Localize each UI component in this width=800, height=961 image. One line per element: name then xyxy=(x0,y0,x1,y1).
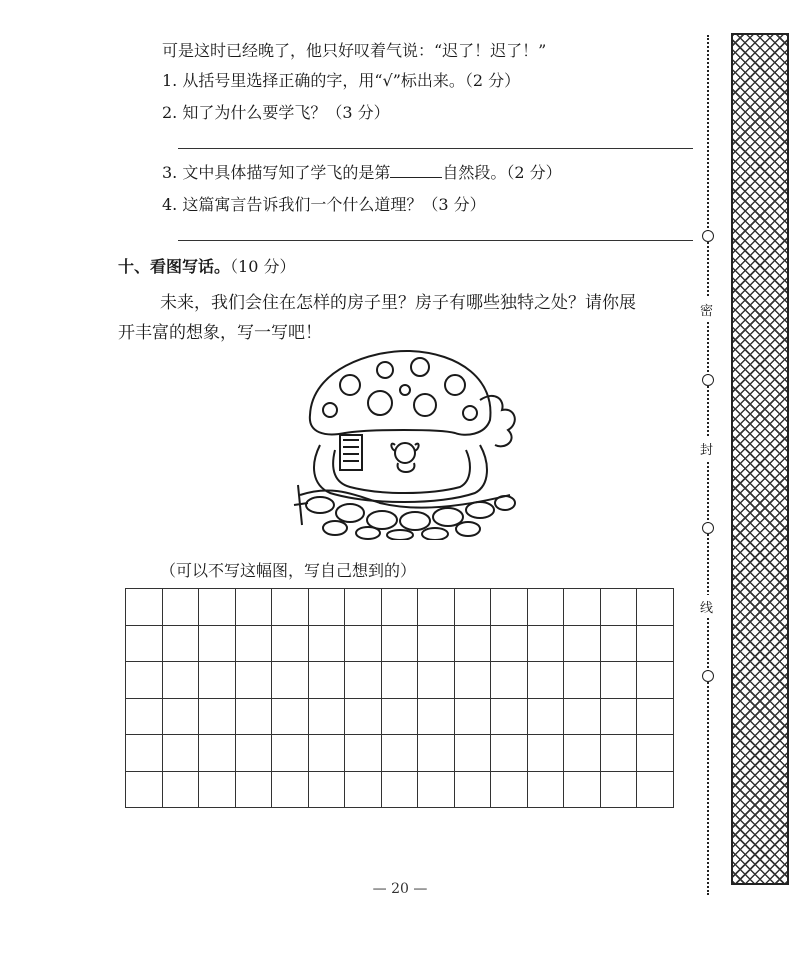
grid-cell[interactable] xyxy=(600,589,637,626)
answer-line-q2[interactable] xyxy=(178,148,693,149)
grid-cell[interactable] xyxy=(126,735,163,772)
question-4: 4. 这篇寓言告诉我们一个什么道理？（3 分） xyxy=(162,195,486,214)
question-3 xyxy=(162,160,562,183)
grid-cell[interactable] xyxy=(491,735,528,772)
grid-cell[interactable] xyxy=(199,771,236,808)
grid-cell[interactable] xyxy=(637,771,674,808)
grid-cell[interactable] xyxy=(564,662,601,699)
grid-cell[interactable] xyxy=(600,735,637,772)
grid-row xyxy=(126,698,674,735)
grid-cell[interactable] xyxy=(272,625,309,662)
grid-cell[interactable] xyxy=(199,698,236,735)
grid-cell[interactable] xyxy=(527,735,564,772)
grid-cell[interactable] xyxy=(308,735,345,772)
grid-cell[interactable] xyxy=(454,662,491,699)
grid-cell[interactable] xyxy=(162,625,199,662)
grid-cell[interactable] xyxy=(418,662,455,699)
grid-cell[interactable] xyxy=(381,589,418,626)
grid-cell[interactable] xyxy=(491,625,528,662)
writing-hint: （可以不写这幅图，写自己想到的） xyxy=(160,561,417,580)
seal-line-circle-1 xyxy=(702,230,714,242)
grid-cell[interactable] xyxy=(235,698,272,735)
grid-cell[interactable] xyxy=(126,589,163,626)
grid-cell[interactable] xyxy=(162,771,199,808)
grid-row xyxy=(126,771,674,808)
grid-cell[interactable] xyxy=(527,771,564,808)
grid-cell[interactable] xyxy=(527,662,564,699)
grid-cell[interactable] xyxy=(272,698,309,735)
section-10-title: 十、看图写话。 xyxy=(118,257,231,276)
grid-cell[interactable] xyxy=(162,589,199,626)
grid-cell[interactable] xyxy=(454,589,491,626)
section-10-score: （10 分） xyxy=(230,257,296,276)
grid-row xyxy=(126,625,674,662)
grid-cell[interactable] xyxy=(527,625,564,662)
grid-cell[interactable] xyxy=(381,625,418,662)
grid-cell[interactable] xyxy=(418,698,455,735)
grid-cell[interactable] xyxy=(272,771,309,808)
grid-cell[interactable] xyxy=(308,698,345,735)
grid-cell[interactable] xyxy=(637,625,674,662)
seal-line-circle-4 xyxy=(702,670,714,682)
grid-cell[interactable] xyxy=(345,698,382,735)
grid-cell[interactable] xyxy=(381,698,418,735)
grid-cell[interactable] xyxy=(308,771,345,808)
question-3-text-after: 自然段。（2 分） xyxy=(442,163,562,182)
answer-line-q4[interactable] xyxy=(178,240,693,241)
grid-cell[interactable] xyxy=(564,589,601,626)
grid-cell[interactable] xyxy=(491,771,528,808)
grid-cell[interactable] xyxy=(637,589,674,626)
seal-line-char-3: 线 xyxy=(700,595,713,618)
writing-grid[interactable] xyxy=(125,588,674,808)
grid-cell[interactable] xyxy=(637,698,674,735)
grid-cell[interactable] xyxy=(564,735,601,772)
grid-cell[interactable] xyxy=(600,662,637,699)
grid-cell[interactable] xyxy=(564,625,601,662)
grid-cell[interactable] xyxy=(637,662,674,699)
grid-cell[interactable] xyxy=(418,589,455,626)
grid-cell[interactable] xyxy=(637,735,674,772)
grid-cell[interactable] xyxy=(272,589,309,626)
grid-row xyxy=(126,735,674,772)
grid-cell[interactable] xyxy=(527,589,564,626)
grid-cell[interactable] xyxy=(491,589,528,626)
grid-cell[interactable] xyxy=(454,771,491,808)
grid-cell[interactable] xyxy=(126,625,163,662)
grid-cell[interactable] xyxy=(235,589,272,626)
grid-cell[interactable] xyxy=(235,735,272,772)
section-10-heading xyxy=(118,254,295,277)
grid-cell[interactable] xyxy=(527,698,564,735)
grid-cell[interactable] xyxy=(162,698,199,735)
grid-cell[interactable] xyxy=(235,662,272,699)
grid-cell[interactable] xyxy=(564,698,601,735)
grid-cell[interactable] xyxy=(272,735,309,772)
section-10-prompt-line1: 未来，我们会住在怎样的房子里？房子有哪些独特之处？请你展 xyxy=(160,293,636,313)
question-2: 2. 知了为什么要学飞？（3 分） xyxy=(162,103,390,122)
mushroom-house-illustration xyxy=(290,345,525,540)
grid-cell[interactable] xyxy=(272,662,309,699)
grid-cell[interactable] xyxy=(454,625,491,662)
passage-last-line: 可是这时已经晚了，他只好叹着气说：“迟了！迟了！” xyxy=(162,41,547,60)
grid-cell[interactable] xyxy=(235,625,272,662)
grid-cell[interactable] xyxy=(199,589,236,626)
grid-cell[interactable] xyxy=(199,625,236,662)
grid-cell[interactable] xyxy=(381,662,418,699)
grid-row xyxy=(126,662,674,699)
seal-line-circle-3 xyxy=(702,522,714,534)
grid-cell[interactable] xyxy=(126,662,163,699)
grid-cell[interactable] xyxy=(564,771,601,808)
grid-cell[interactable] xyxy=(345,589,382,626)
seal-line-char-1: 密 xyxy=(700,298,713,321)
seal-line-char-2: 封 xyxy=(700,437,713,460)
grid-cell[interactable] xyxy=(418,771,455,808)
grid-cell[interactable] xyxy=(345,735,382,772)
question-3-text-before: 3. 文中具体描写知了学飞的是第 xyxy=(162,163,391,182)
grid-cell[interactable] xyxy=(162,735,199,772)
grid-cell[interactable] xyxy=(600,771,637,808)
grid-cell[interactable] xyxy=(600,625,637,662)
pattern-border-strip xyxy=(731,33,789,885)
grid-cell[interactable] xyxy=(381,735,418,772)
page-number: — 20 — xyxy=(372,881,428,897)
grid-cell[interactable] xyxy=(199,662,236,699)
grid-cell[interactable] xyxy=(126,771,163,808)
grid-row xyxy=(126,589,674,626)
grid-cell[interactable] xyxy=(418,625,455,662)
grid-cell[interactable] xyxy=(345,625,382,662)
grid-cell[interactable] xyxy=(199,735,236,772)
grid-cell[interactable] xyxy=(491,698,528,735)
grid-cell[interactable] xyxy=(308,662,345,699)
grid-cell[interactable] xyxy=(126,698,163,735)
grid-cell[interactable] xyxy=(418,735,455,772)
grid-cell[interactable] xyxy=(381,771,418,808)
seal-line-dots xyxy=(707,35,709,895)
grid-cell[interactable] xyxy=(345,771,382,808)
grid-cell[interactable] xyxy=(491,662,528,699)
grid-cell[interactable] xyxy=(454,698,491,735)
grid-cell[interactable] xyxy=(308,589,345,626)
question-3-blank[interactable] xyxy=(390,163,442,178)
question-1: 1. 从括号里选择正确的字，用“√”标出来。（2 分） xyxy=(162,71,521,90)
seal-line-circle-2 xyxy=(702,374,714,386)
grid-cell[interactable] xyxy=(235,771,272,808)
grid-cell[interactable] xyxy=(162,662,199,699)
grid-cell[interactable] xyxy=(345,662,382,699)
section-10-prompt-line2: 开丰富的想象，写一写吧！ xyxy=(118,323,322,343)
grid-cell[interactable] xyxy=(454,735,491,772)
grid-cell[interactable] xyxy=(600,698,637,735)
grid-cell[interactable] xyxy=(308,625,345,662)
